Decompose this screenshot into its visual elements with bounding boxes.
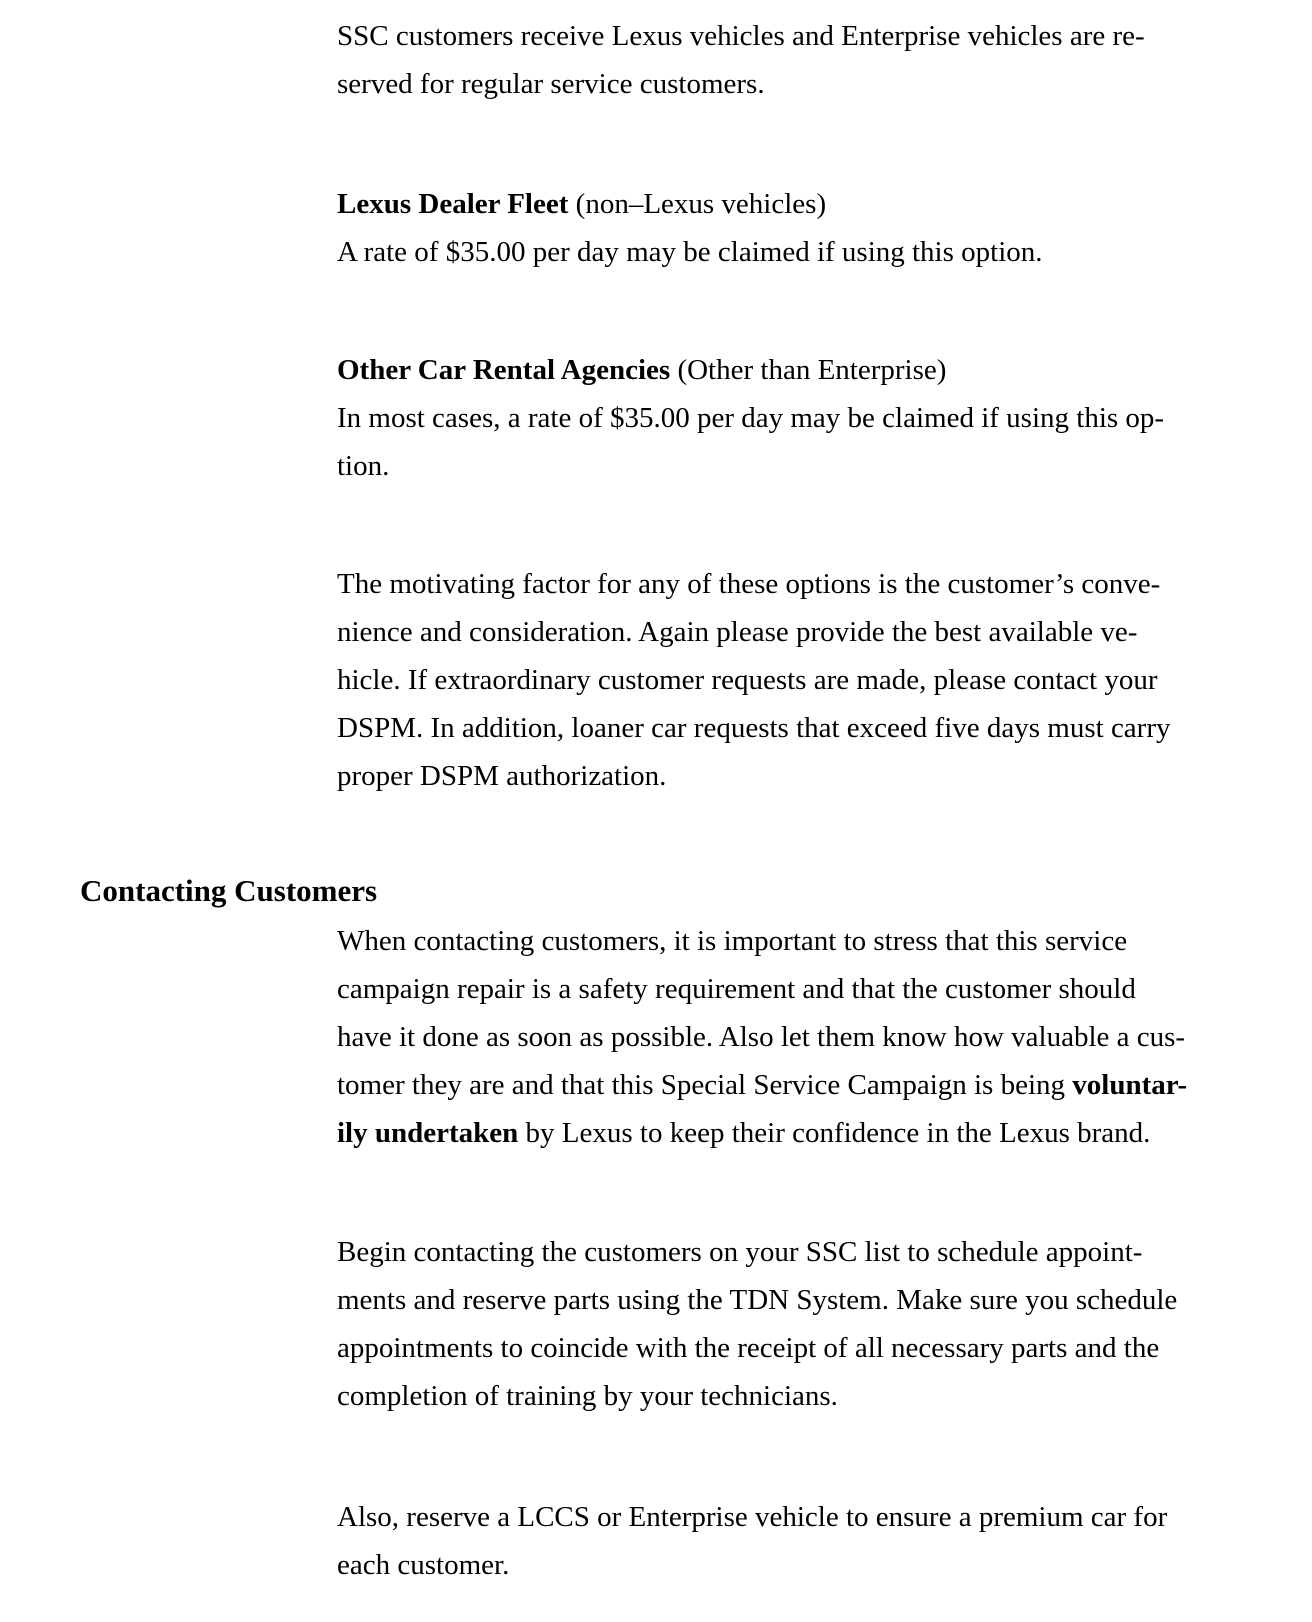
- text-line: [337, 1061, 1237, 1109]
- text-line: Also, reserve a LCCS or Enterprise vehicle to ensure a premium car for: [337, 1501, 1168, 1533]
- subheading-other-rental: Other Car Rental Agencies: [337, 354, 671, 386]
- text-line: The motivating factor for any of these options is the customer’s conve-: [337, 568, 1161, 600]
- paragraph-reserve-vehicle: [337, 1493, 1237, 1589]
- subheading-line: [337, 346, 1237, 394]
- text-line: DSPM. In addition, loaner car requests that exceed five days must carry: [337, 712, 1171, 744]
- text-line: In most cases, a rate of $35.00 per day may be claimed if using this op-: [337, 402, 1165, 434]
- subheading-dealer-fleet: Lexus Dealer Fleet: [337, 188, 569, 220]
- text-line: campaign repair is a safety requirement and that the customer should: [337, 973, 1136, 1005]
- paragraph-motivating-factor: [337, 560, 1237, 800]
- subheading-dealer-fleet-note: (non–Lexus vehicles): [568, 188, 827, 220]
- text-line: have it done as soon as possible. Also let them know how valuable a cus-: [337, 1021, 1186, 1053]
- text-line: [337, 1109, 1237, 1157]
- text-line: SSC customers receive Lexus vehicles and Enterprise vehicles are re-: [337, 20, 1145, 52]
- subheading-other-rental-note: (Other than Enterprise): [670, 354, 947, 386]
- text-line: tion.: [337, 450, 390, 482]
- text-fragment: by Lexus to keep their confidence in the Lexus brand.: [518, 1117, 1151, 1149]
- section-heading-contacting-customers: Contacting Customers: [80, 873, 378, 908]
- paragraph-ssc-vehicles: [337, 12, 1237, 108]
- text-line: appointments to coincide with the receipt of all necessary parts and the: [337, 1332, 1160, 1364]
- paragraph-other-rental-agencies: [337, 346, 1237, 490]
- paragraph-contacting-customers: [337, 917, 1237, 1157]
- emphasis-text: voluntar-: [1072, 1069, 1188, 1101]
- text-line: hicle. If extraordinary customer requests are made, please contact your: [337, 664, 1158, 696]
- text-fragment: tomer they are and that this Special Service Campaign is being: [337, 1069, 1073, 1101]
- paragraph-lexus-dealer-fleet: [337, 180, 1237, 276]
- text-line: served for regular service customers.: [337, 68, 765, 100]
- text-line: proper DSPM authorization.: [337, 760, 667, 792]
- text-line: ments and reserve parts using the TDN System. Make sure you schedule: [337, 1284, 1178, 1316]
- text-line: Begin contacting the customers on your SSC list to schedule appoint-: [337, 1236, 1143, 1268]
- paragraph-begin-contacting: [337, 1228, 1237, 1420]
- text-line: A rate of $35.00 per day may be claimed if using this option.: [337, 236, 1043, 268]
- subheading-line: [337, 180, 1237, 228]
- text-line: When contacting customers, it is important to stress that this service: [337, 925, 1128, 957]
- emphasis-text: ily undertaken: [337, 1117, 519, 1149]
- text-line: each customer.: [337, 1549, 510, 1581]
- text-line: nience and consideration. Again please provide the best available ve-: [337, 616, 1138, 648]
- text-line: completion of training by your technicians.: [337, 1380, 838, 1412]
